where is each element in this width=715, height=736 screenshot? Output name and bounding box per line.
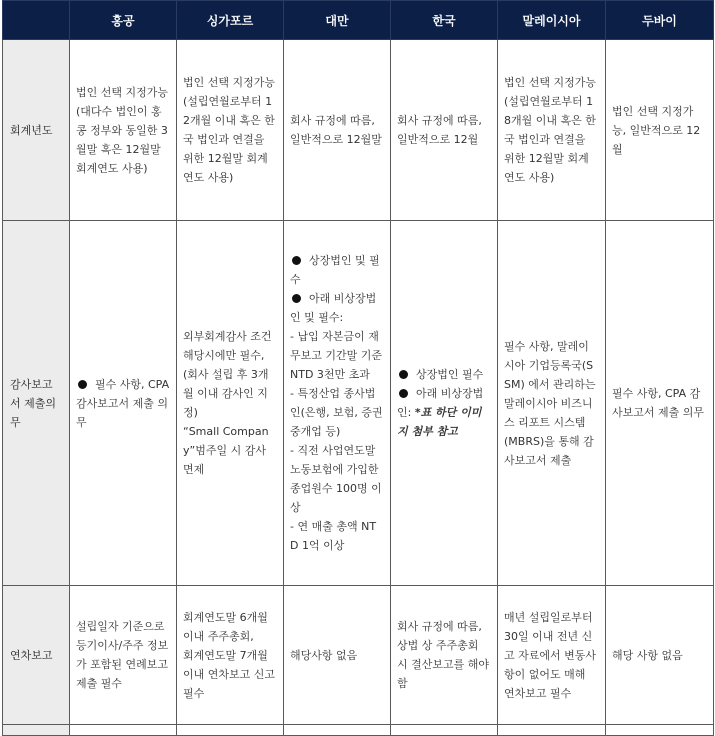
header-singapore: 싱가포르 bbox=[177, 1, 284, 40]
cell-text: 매년 설립일로부터 30일 이내 전년 신고 자료에서 변동사항이 없어도 매해 연차보고 필수 bbox=[504, 610, 597, 700]
cell-audit-dubai bbox=[606, 221, 714, 586]
header-dubai: 두바이 bbox=[606, 1, 714, 40]
bullet-item bbox=[397, 365, 491, 384]
row-label-annual-report: 연차보고 bbox=[3, 586, 70, 725]
cell-fiscal-dubai bbox=[606, 40, 714, 221]
cell-text: (대다수 법인이 홍콩 정부와 동일한 3월말 혹은 12월말 회계연도 사용) bbox=[76, 104, 168, 175]
cell-audit-my bbox=[498, 221, 606, 586]
cell-text: (설립연월로부터 18개월 이내 혹은 한국 법인과 연결을 위한 12월말 회계연도 사용) bbox=[504, 95, 596, 184]
cell-text: “Small Company”범주일 시 감사 면제 bbox=[183, 425, 269, 476]
bullet-item bbox=[290, 289, 384, 327]
cell-text: 회사 규정에 따름, 일반적으로 12월말 bbox=[290, 114, 382, 146]
cell-fiscal-sg bbox=[177, 40, 284, 221]
table-cell-empty bbox=[70, 725, 177, 736]
header-row bbox=[3, 1, 714, 40]
cell-text: 외부회계감사 조건 해당시에만 필수, bbox=[183, 330, 272, 362]
header-hongkong: 홍공 bbox=[70, 1, 177, 40]
bullet-dot-icon bbox=[399, 389, 408, 398]
header-korea: 한국 bbox=[391, 1, 498, 40]
row-label-audit-report: 감사보고서 제출의무 bbox=[3, 221, 70, 586]
image-reference-note: *표 하단 이미지 첨부 참고 bbox=[397, 406, 482, 438]
row-fiscal-year bbox=[3, 40, 714, 221]
header-taiwan: 대만 bbox=[284, 1, 391, 40]
row-annual-report bbox=[3, 586, 714, 725]
bullet-item bbox=[76, 375, 170, 432]
cell-text: 법인 선택 지정가능 bbox=[183, 76, 276, 89]
cell-text: 필수 사항, 말레이시아 기업등록국(SSM) 에서 관리하는 말레이시아 비즈니스 리포트 시스템(MBRS)을 통해 감사보고서 제출 bbox=[504, 339, 596, 467]
cell-text: 아래 비상장법인 및 필수: bbox=[290, 292, 377, 324]
cell-text: 회계연도말 6개월 이내 주주총회, bbox=[183, 610, 268, 643]
cell-annual-dubai bbox=[606, 586, 714, 725]
row-label-fiscal-year: 회계년도 bbox=[3, 40, 70, 221]
bullet-item bbox=[397, 384, 491, 441]
table-cell-empty bbox=[177, 725, 284, 736]
cell-text: 법인 선택 지정가능 bbox=[504, 76, 597, 89]
table-cell-empty bbox=[498, 725, 606, 736]
header-malaysia: 말레이시아 bbox=[498, 1, 606, 40]
cell-audit-kr bbox=[391, 221, 498, 586]
comparison-table bbox=[2, 0, 714, 736]
cell-audit-tw bbox=[284, 221, 391, 586]
cell-fiscal-my bbox=[498, 40, 606, 221]
cell-annual-my bbox=[498, 586, 606, 725]
cell-text: 회사 규정에 따름, 일반적으로 12월 bbox=[397, 114, 482, 146]
cell-text: (회사 설립 후 3개월 이내 감사인 지정) bbox=[183, 368, 269, 419]
cell-fiscal-hk bbox=[70, 40, 177, 221]
bullet-dot-icon bbox=[399, 370, 408, 379]
cell-text: 필수 사항, CPA 감사보고서 제출 의무 bbox=[76, 377, 170, 429]
table-cell-empty bbox=[606, 725, 714, 736]
cell-text: 회사 규정에 따름, 상법 상 주주총회 시 결산보고를 해야 함 bbox=[397, 620, 490, 690]
cell-text: 회계연도말 7개월 이내 연차보고 신고 필수 bbox=[183, 648, 276, 700]
bullet-dot-icon bbox=[292, 256, 301, 265]
bullet-dot-icon bbox=[292, 294, 301, 303]
cell-text: 상장법인 및 필수 bbox=[290, 254, 380, 286]
cell-text: 설립일자 기준으로 등기이사/주주 정보가 포함된 연례보고 제출 필수 bbox=[76, 620, 169, 690]
cell-annual-tw bbox=[284, 586, 391, 725]
cell-audit-sg bbox=[177, 221, 284, 586]
row-audit-report bbox=[3, 221, 714, 586]
cell-text: - 납입 자본금이 재무보고 기간말 기준 NTD 3천만 초과 bbox=[290, 330, 383, 381]
cell-annual-hk bbox=[70, 586, 177, 725]
bullet-item bbox=[290, 251, 384, 289]
cell-text: (설립연월로부터 12개월 이내 혹은 한국 법인과 연결을 위한 12월말 회계연도 사용) bbox=[183, 95, 275, 184]
cell-audit-hk bbox=[70, 221, 177, 586]
table-cell-empty bbox=[3, 725, 70, 736]
row-partial bbox=[3, 725, 714, 736]
table-cell-empty bbox=[284, 725, 391, 736]
cell-text: - 특정산업 종사법인(은행, 보험, 증권중개업 등) bbox=[290, 387, 383, 438]
cell-text: 법인 선택 지정가능, 일반적으로 12월 bbox=[612, 104, 701, 156]
cell-text: - 연 매출 총액 NTD 1억 이상 bbox=[290, 520, 377, 552]
cell-text: - 직전 사업연도말 노동보험에 가입한 종업원수 100명 이상 bbox=[290, 444, 382, 514]
cell-text: 해당사항 없음 bbox=[290, 648, 358, 662]
cell-fiscal-tw bbox=[284, 40, 391, 221]
cell-text: 해당 사항 없음 bbox=[612, 648, 683, 662]
cell-fiscal-kr bbox=[391, 40, 498, 221]
bullet-dot-icon bbox=[78, 380, 87, 389]
cell-text: 법인 선택 지정가능 bbox=[76, 85, 169, 99]
cell-annual-sg bbox=[177, 586, 284, 725]
header-corner bbox=[3, 1, 70, 40]
cell-text: 상장법인 필수 bbox=[416, 368, 484, 381]
cell-text: 아래 비상장법인: bbox=[397, 387, 484, 419]
cell-annual-kr bbox=[391, 586, 498, 725]
cell-text: 필수 사항, CPA 감사보고서 제출 의무 bbox=[612, 387, 705, 419]
table-cell-empty bbox=[391, 725, 498, 736]
